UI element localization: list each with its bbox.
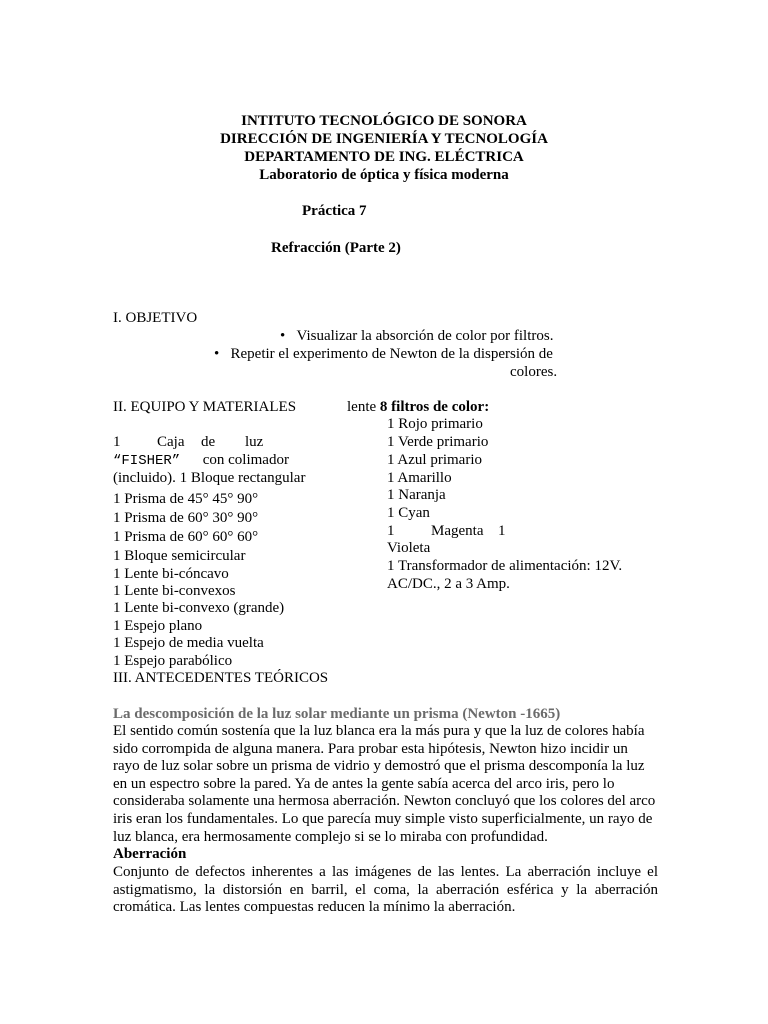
magenta-word-2: Magenta — [431, 523, 484, 539]
objetivo-bullet-2-cont: colores. — [510, 364, 558, 380]
filtros-heading-line — [347, 399, 489, 416]
filtro-item: 1 Amarillo — [387, 470, 452, 486]
filtro-item: 1 Rojo primario — [387, 416, 483, 432]
equipo-item: 1 Lente bi-cóncavo — [113, 566, 229, 582]
colimador-text: con colimador — [202, 452, 289, 468]
violeta-item: Violeta — [387, 540, 431, 556]
fisher-line — [113, 452, 289, 470]
equipo-heading: II. EQUIPO Y MATERIALES — [113, 399, 297, 415]
aberracion-paragraph: Conjunto de defectos inherentes a las imágenes de las lentes. La aberración incluye el astigmatismo, la distorsión en barril, el coma, la aberración esférica y la aberración cromática. Las lentes compuestas reducen la mínimo la aberración. — [113, 864, 658, 916]
caja-word-4: luz — [245, 434, 264, 450]
caja-word-3: de — [201, 434, 216, 450]
aberracion-heading: Aberración — [113, 846, 187, 862]
lab-title: Laboratorio de óptica y física moderna — [259, 167, 509, 183]
lente-prefix: lente — [347, 399, 377, 415]
caja-word-2: Caja — [157, 434, 185, 450]
antecedentes-heading: III. ANTECEDENTES TEÓRICOS — [113, 670, 329, 686]
objetivo-heading: I. OBJETIVO — [113, 310, 198, 326]
caja-word-1: 1 — [113, 434, 121, 450]
section-subtitle: La descomposición de la luz solar mediante un prisma (Newton -1665) — [113, 706, 561, 722]
filtros-heading: 8 filtros de color: — [379, 399, 490, 415]
practice-number: Práctica 7 — [302, 203, 367, 219]
institution-title: INTITUTO TECNOLÓGICO DE SONORA — [241, 113, 527, 129]
equipo-item: (incluido). 1 Bloque rectangular — [113, 470, 306, 486]
objetivo-bullet-2-text: Repetir el experimento de Newton de la dispersión de — [230, 346, 553, 362]
newton-paragraph: El sentido común sostenía que la luz blanca era la más pura y que la luz de colores había sido corrompida de alguna manera. Para probar esta hipótesis, Newton hizo incidir un rayo de luz solar sobre un prisma de vidrio y demostró que el prisma descomponía la luz en un espectro sobre la pared. Ya de antes la gente sabía acerca del arco iris, pero lo consideraba solamente una hermosa aberración. Newton concluyó que los colores del arco iris eran los fundamentales. Lo que parecía muy simple visto superficialmente, un rayo de luz blanca, era hermosamente complejo si se lo miraba con profundidad. — [113, 723, 656, 845]
filtro-item: 1 Verde primario — [387, 434, 489, 450]
equipo-item: 1 Prisma de 60° 60° 60° — [113, 529, 259, 545]
objetivo-bullet-2: • Repetir el experimento de Newton de la dispersión de — [214, 346, 553, 362]
magenta-word-1: 1 — [387, 523, 395, 539]
equipo-item: 1 Prisma de 45° 45° 90° — [113, 491, 259, 507]
equipo-item: 1 Espejo plano — [113, 618, 203, 634]
magenta-word-3: 1 — [498, 523, 506, 539]
equipo-item: 1 Prisma de 60° 30° 90° — [113, 510, 259, 526]
direction-title: DIRECCIÓN DE INGENIERÍA Y TECNOLOGÍA — [220, 131, 548, 147]
department-title: DEPARTAMENTO DE ING. ELÉCTRICA — [244, 149, 524, 165]
equipo-item: 1 Espejo de media vuelta — [113, 635, 264, 651]
equipo-item: 1 Lente bi-convexos — [113, 583, 236, 599]
practice-title: Refracción (Parte 2) — [271, 240, 401, 256]
objetivo-bullet-1-text: Visualizar la absorción de color por filtros. — [296, 328, 554, 344]
transformador-item: 1 Transformador de alimentación: 12V. — [387, 558, 623, 574]
fisher-brand: “FISHER” — [113, 453, 181, 469]
filtro-item: 1 Cyan — [387, 505, 430, 521]
equipo-item: 1 Lente bi-convexo (grande) — [113, 600, 285, 616]
filtro-item: 1 Naranja — [387, 487, 446, 503]
acdc-item: AC/DC., 2 a 3 Amp. — [387, 576, 510, 592]
equipo-item: 1 Bloque semicircular — [113, 548, 246, 564]
equipo-item: 1 Espejo parabólico — [113, 653, 233, 669]
objetivo-bullet-1: • Visualizar la absorción de color por filtros. — [280, 328, 554, 344]
filtro-item: 1 Azul primario — [387, 452, 482, 468]
